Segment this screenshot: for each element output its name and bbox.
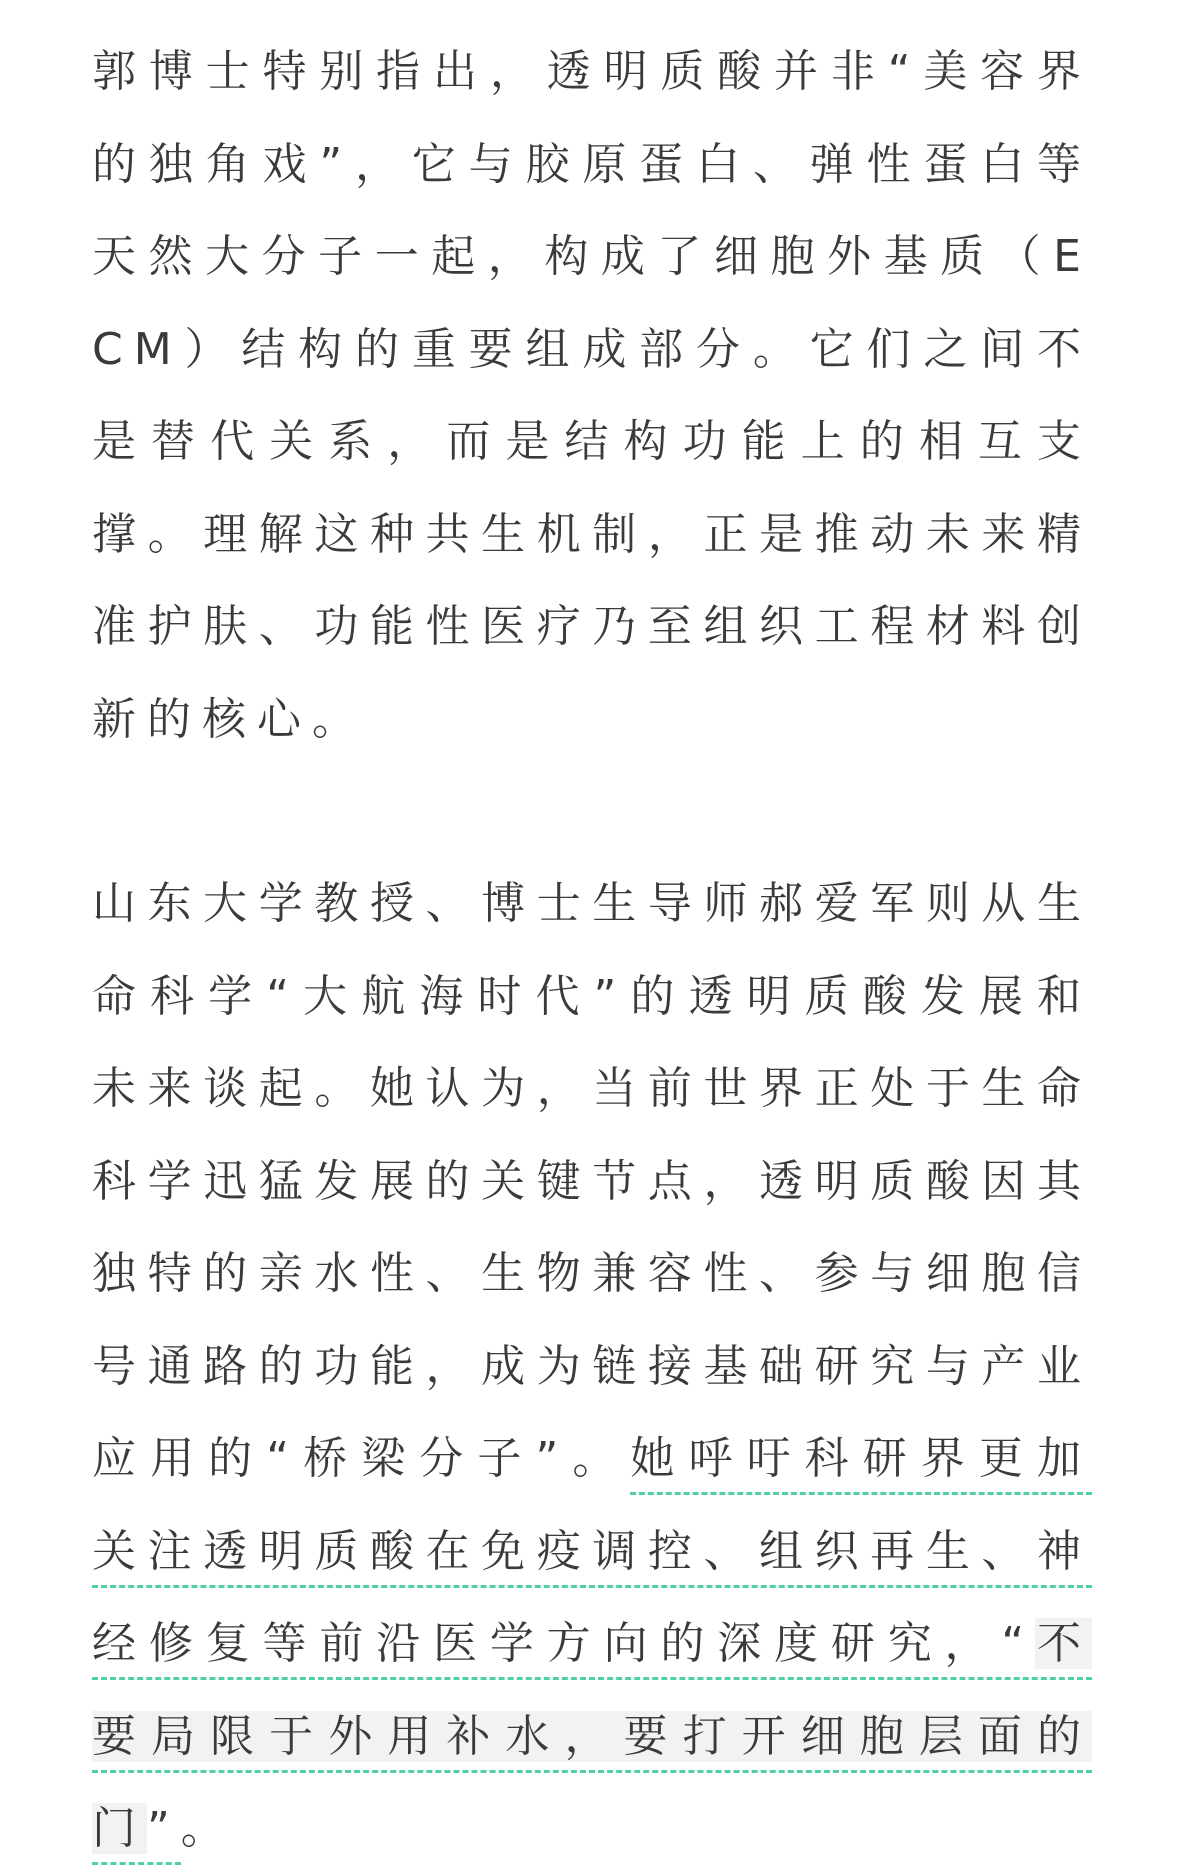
- paragraph-hao: [92, 858, 1092, 1876]
- quoted-phrase: 不要局限于外用补水，要打开细胞层面的门: [92, 1618, 1093, 1854]
- quote-close-mark: ”: [147, 1803, 181, 1854]
- paragraph-guo-text: 郭博士特别指出，透明质酸并非“美容界的独角戏”，它与胶原蛋白、弹性蛋白等天然大分子一起，构成了细胞外基质（ECM）结构的重要组成部分。它们之间不是替代关系，而是结构功能上的相互支撑。理解这种共生机制，正是推动未来精准护肤、功能性医疗乃至组织工程材料创新的核心。: [92, 46, 1092, 745]
- article-body: [92, 26, 1092, 1876]
- highlighted-sentence[interactable]: [92, 1433, 1092, 1865]
- paragraph-guo: [92, 26, 1092, 766]
- paragraph-hao-text: 山东大学教授、博士生导师郝爱军则从生命科学“大航海时代”的透明质酸发展和未来谈起。她认为，当前世界正处于生命科学迅猛发展的关键节点，透明质酸因其独特的亲水性、生物兼容性、参与细胞信号通路的功能，成为链接基础研究与产业应用的“桥梁分子”。: [92, 878, 1092, 1484]
- highlighted-sentence-text: 她呼吁科研界更加关注透明质酸在免疫调控、组织再生、神经修复等前沿医学方向的深度研究，“: [92, 1433, 1093, 1669]
- paragraph-hao-end: 。: [180, 1803, 236, 1854]
